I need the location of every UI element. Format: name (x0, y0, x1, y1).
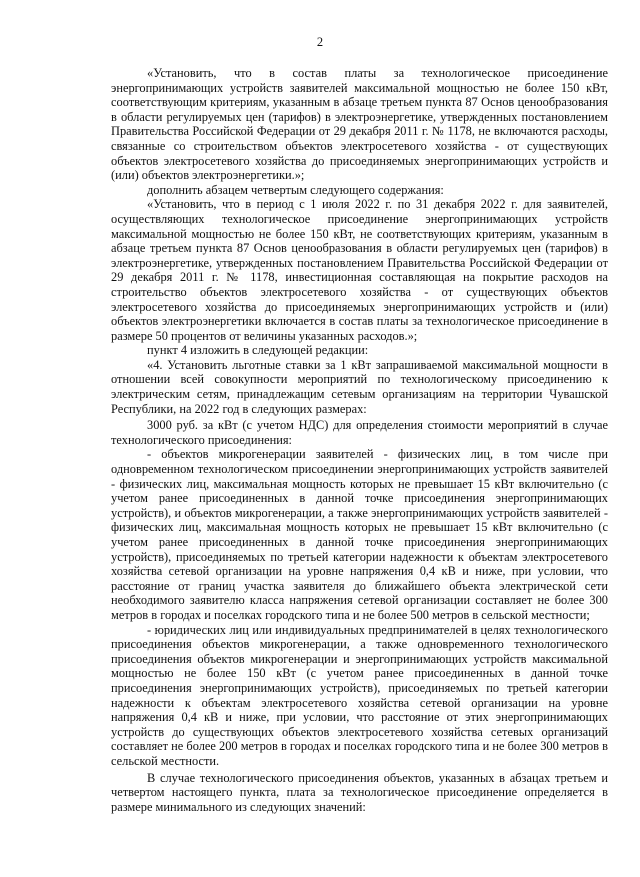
paragraph: - объектов микрогенерации заявителей - физических лиц, в том числе при одновременном технологическом присоединении энергопринимающих устройств заявителей - физических лиц, максимальная мощность которых не превышает 15 кВт включительно (с учетом ранее присоединенных в данной точке присоединения энергопринимающих устройств), и объектов микрогенерации, а также энергопринимающих устройств заявителей - физических лиц, максимальная мощность которых не превышает 15 кВт включительно (с учетом ранее присоединенных в данной точке присоединения энергопринимающих устройств), присоединяемых по третьей категории надежности к объектам электросетевого хозяйства сетевой организации на уровне напряжения 0,4 кВ и ниже, при условии, что расстояние от границ участка заявителя до ближайшего объекта электрической сети необходимого заявителю класса напряжения сетевой организации составляет не более 300 метров в городах и поселках городского типа и не более 500 метров в сельской местности; (111, 447, 608, 622)
paragraph: В случае технологического присоединения объектов, указанных в абзацах третьем и четвертом настоящего пункта, плата за технологическое присоединение определяется в размере минимального из следующих значений: (111, 770, 608, 814)
paragraph: «4. Установить льготные ставки за 1 кВт запрашиваемой максимальной мощности в отношении всей совокупности мероприятий по технологическому присоединению к электрическим сетям, принадлежащим сетевым организациям на территории Чувашской Республики, на 2022 год в следующих размерах: (111, 357, 608, 416)
paragraph: пункт 4 изложить в следующей редакции: (147, 343, 369, 358)
paragraph: «Установить, что в состав платы за технологическое присоединение энергопринимающих устройств заявителей максимальной мощностью не более 150 кВт, соответствующим критериям, указанным в абзаце третьем пункта 87 Основ ценообразования в области регулируемых цен (тарифов) в электроэнергетике, утвержденных постановлением Правительства Российской Федерации от 29 декабря 2011 г. № 1178, не включаются расходы, связанные со строительством объектов электросетевого хозяйства - от существующих объектов электросетевого хозяйства до присоединяемых энергопринимающих устройств и (или) объектов электроэнергетики.»; (111, 66, 608, 183)
paragraph: дополнить абзацем четвертым следующего содержания: (147, 182, 444, 197)
paragraph: 3000 руб. за кВт (с учетом НДС) для определения стоимости мероприятий в случае технологического присоединения: (111, 418, 608, 447)
page-number: 2 (316, 35, 324, 49)
paragraph: «Установить, что в период с 1 июля 2022 г. по 31 декабря 2022 г. для заявителей, осуществляющих технологическое присоединение энергопринимающих устройств максимальной мощностью не более 150 кВт, не соответствующих критериям, указанным в абзаце третьем пункта 87 Основ ценообразования в области регулируемых цен (тарифов) в электроэнергетике, утвержденных постановлением Правительства Российской Федерации от 29 декабря 2011 г. № 1178, инвестиционная составляющая на покрытие расходов на строительство объектов электросетевого хозяйства - от существующих объектов электросетевого хозяйства до присоединяемых энергопринимающих устройств и (или) объектов электроэнергетики включается в состав платы за технологическое присоединение в размере 50 процентов от величины указанных расходов.»; (111, 197, 608, 343)
paragraph: - юридических лиц или индивидуальных предпринимателей в целях технологического присоединения объектов микрогенерации, а также одновременного технологического присоединения объектов микрогенерации и энергопринимающих устройств максимальной мощностью не более 150 кВт (с учетом ранее присоединенных в данной точке присоединения энергопринимающих устройств), присоединяемых по третьей категории надежности к объектам электросетевого хозяйства сетевой организации на уровне напряжения 0,4 кВ и ниже, при условии, что расстояние от этих энергопринимающих устройств до существующих объектов электросетевого хозяйства сетевых организаций составляет не более 200 метров в городах и поселках городского типа и не более 300 метров в сельской местности. (111, 622, 608, 768)
document-body (111, 66, 608, 814)
